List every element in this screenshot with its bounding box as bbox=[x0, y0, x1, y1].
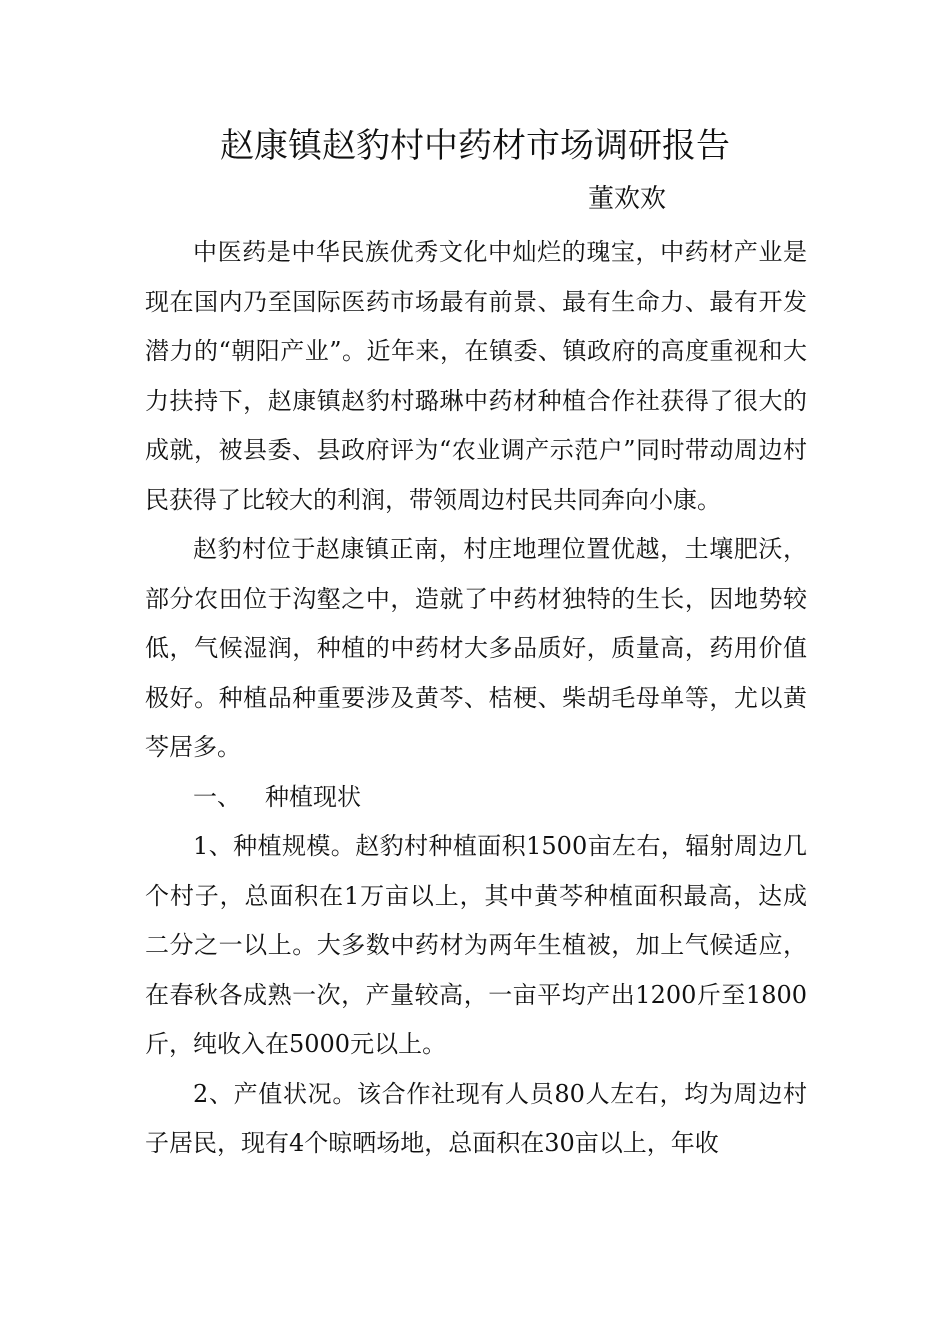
paragraph-intro: 中医药是中华民族优秀文化中灿烂的瑰宝，中药材产业是现在国内乃至国际医药市场最有前景、最有生命力、最有开发潜力的“朝阳产业”。近年来，在镇委、镇政府的高度重视和大力扶持下，赵康镇赵豹村璐琳中药材种植合作社获得了很大的成就，被县委、县政府评为“农业调产示范户”同时带动周边村民获得了比较大的利润，带领周边村民共同奔向小康。 bbox=[145, 238, 807, 514]
author-name: 董欢欢 bbox=[588, 184, 667, 214]
section-heading bbox=[145, 773, 807, 823]
document-title: 赵康镇赵豹村中药材市场调研报告 bbox=[220, 126, 730, 166]
paragraph-location: 赵豹村位于赵康镇正南，村庄地理位置优越，土壤肥沃，部分农田位于沟壑之中，造就了中药材独特的生长，因地势较低，气候湿润，种植的中药材大多品质好，质量高，药用价值极好。种植品种重要涉及黄芩、桔梗、柴胡毛母单等，尤以黄芩居多。 bbox=[145, 535, 807, 761]
paragraph-output: 2、产值状况。该合作社现有人员80人左右，均为周边村子居民，现有4个晾晒场地，总面积在30亩以上，年收 bbox=[145, 1079, 807, 1157]
document-body bbox=[145, 228, 807, 1169]
section-heading-number: 一、 bbox=[193, 782, 241, 811]
section-heading-text: 种植现状 bbox=[265, 782, 361, 811]
paragraph-scale: 1、种植规模。赵豹村种植面积1500亩左右，辐射周边几个村子，总面积在1万亩以上，其中黄芩种植面积最高，达成二分之一以上。大多数中药材为两年生植被，加上气候适应，在春秋各成熟一次，产量较高，一亩平均产出1200斤至1800斤，纯收入在5000元以上。 bbox=[145, 832, 807, 1058]
